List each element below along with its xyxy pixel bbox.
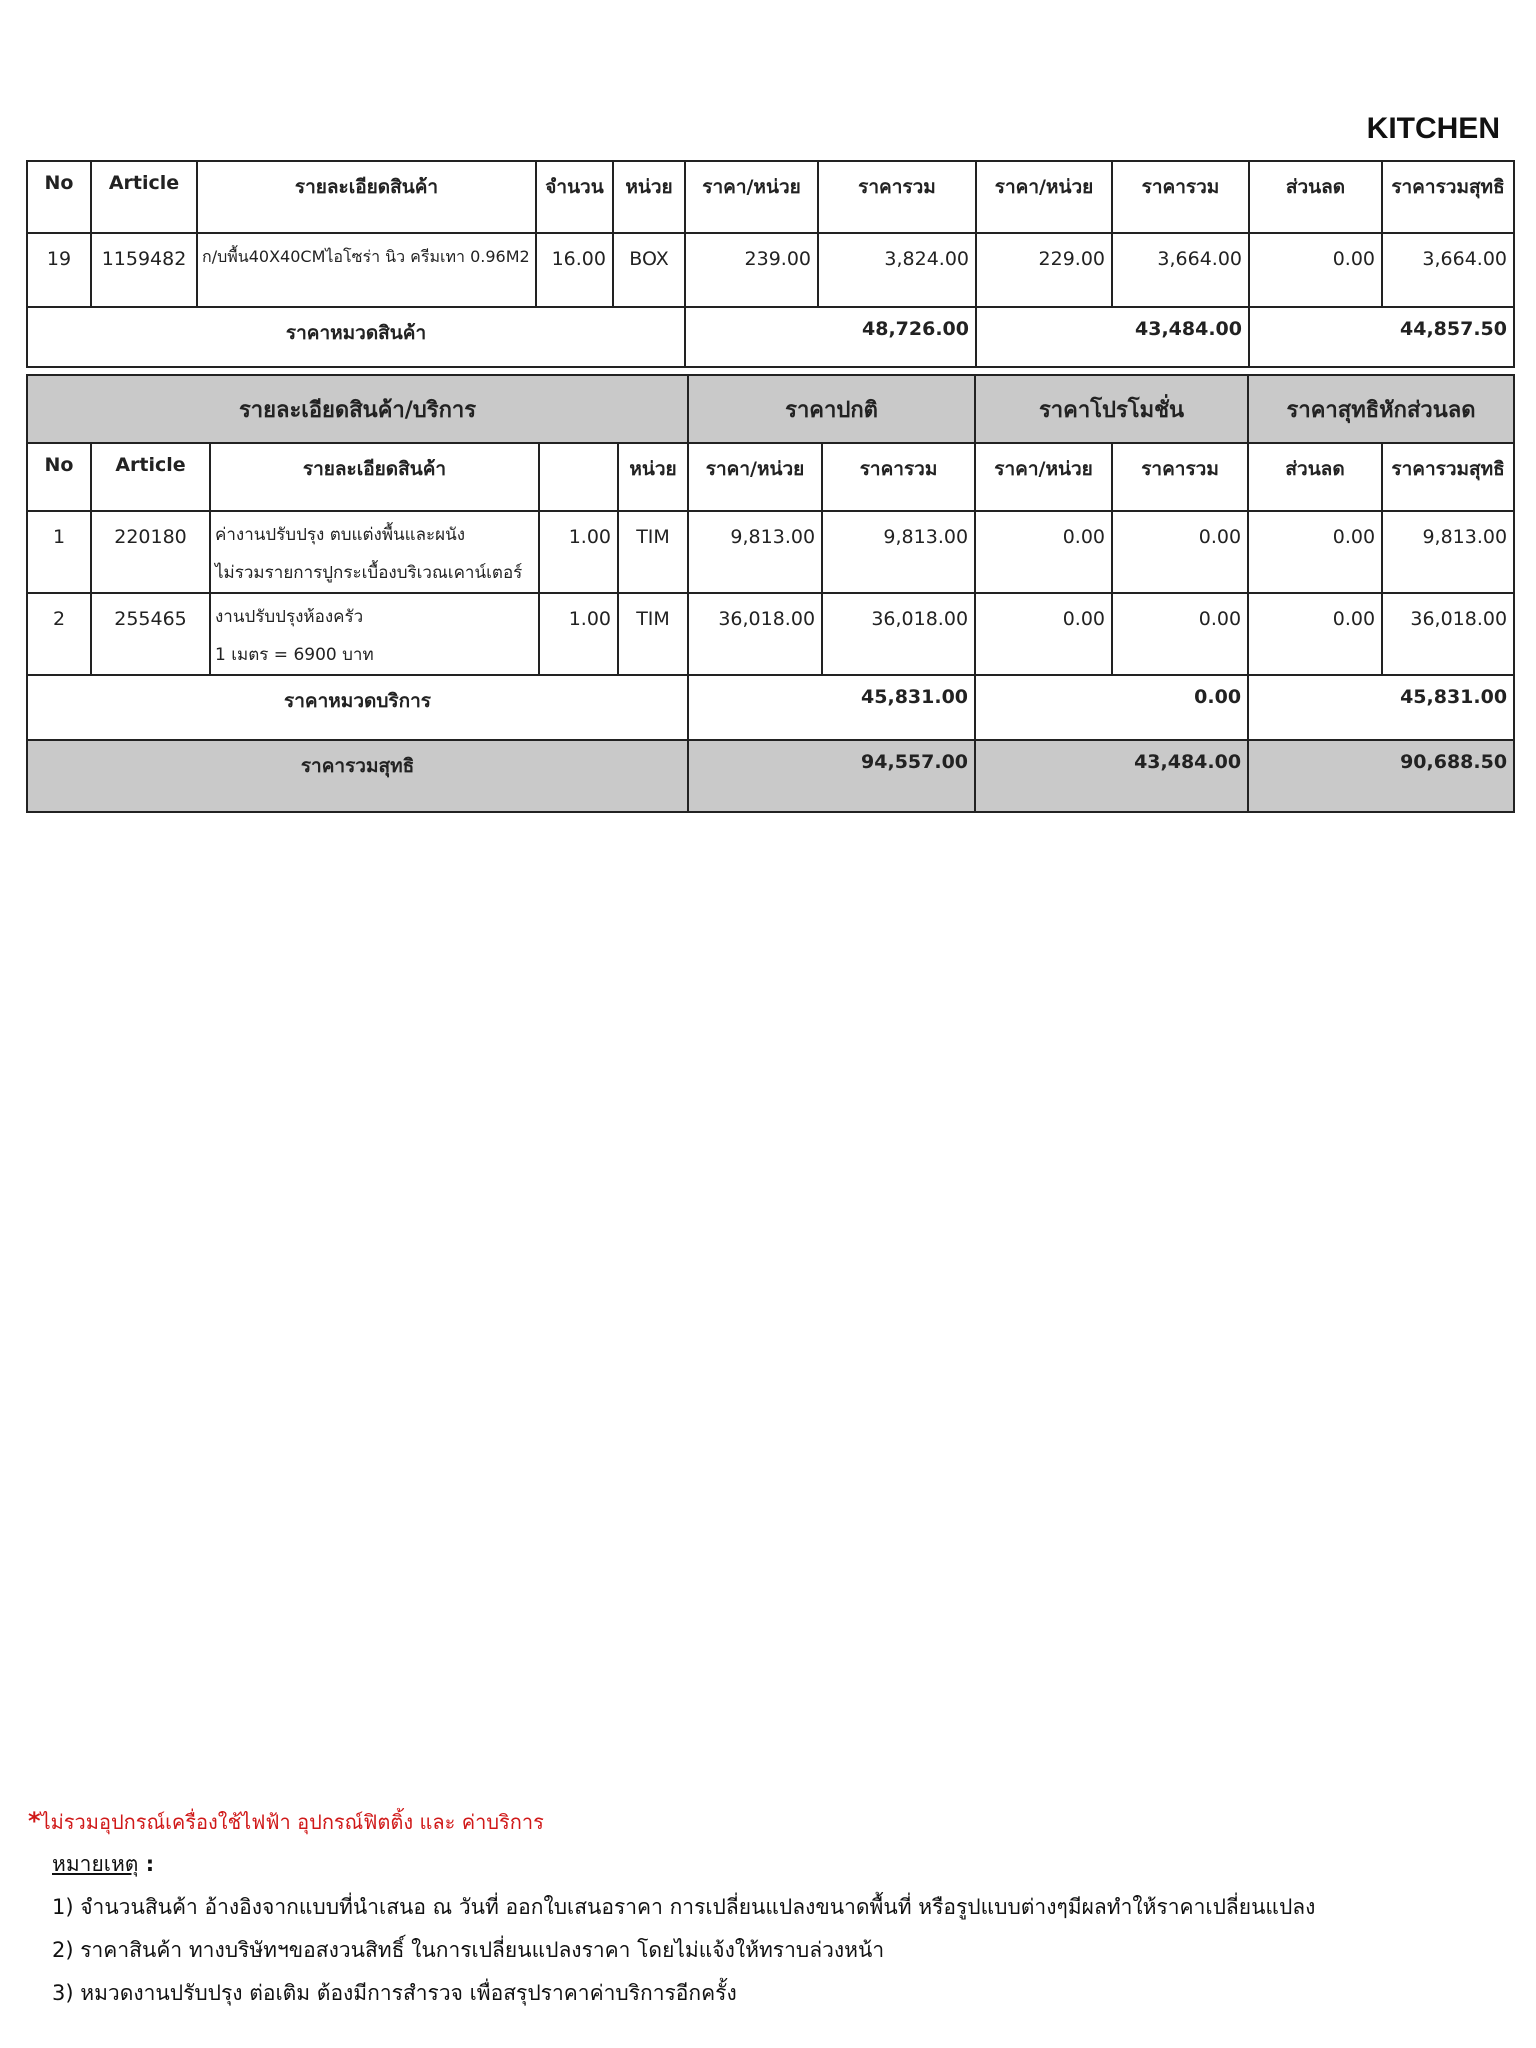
row-promo-unit-price: 0.00 (975, 593, 1112, 675)
row-unit-price: 36,018.00 (688, 593, 822, 675)
notes-heading-colon: : (138, 1852, 155, 1876)
table-row (27, 593, 1514, 675)
col-header-net-total: ราคารวมสุทธิ (1382, 443, 1514, 511)
grand-total-normal: 94,557.00 (688, 740, 975, 812)
col-header-net-total: ราคารวมสุทธิ (1382, 161, 1514, 233)
service-table (26, 374, 1515, 813)
col-header-promo-unit-price: ราคา/หน่วย (975, 443, 1112, 511)
col-header-promo-total: ราคารวม (1112, 161, 1249, 233)
col-header-total: ราคารวม (822, 443, 975, 511)
col-header-no: No (27, 443, 91, 511)
row-total: 9,813.00 (822, 511, 975, 593)
col-header-promo-unit-price: ราคา/หน่วย (976, 161, 1112, 233)
grand-total-net: 90,688.50 (1248, 740, 1514, 812)
col-header-promo-total: ราคารวม (1112, 443, 1248, 511)
table-row (27, 233, 1514, 307)
asterisk-mark: * (28, 1807, 41, 1835)
row-promo-total: 0.00 (1112, 511, 1248, 593)
row-unit: TIM (618, 593, 688, 675)
row-promo-total: 3,664.00 (1112, 233, 1249, 307)
row-article: 1159482 (91, 233, 197, 307)
note-line-3: 3) หมวดงานปรับปรุง ต่อเติม ต้องมีการสำรวจ เพื่อสรุปราคาค่าบริการอีกครั้ง (52, 1981, 737, 2005)
service-group-header-row (27, 375, 1514, 443)
group-header-normal-price: ราคาปกติ (688, 375, 975, 443)
row-no: 19 (27, 233, 91, 307)
grand-total-promo: 43,484.00 (975, 740, 1248, 812)
row-promo-unit-price: 0.00 (975, 511, 1112, 593)
row-promo-unit-price: 229.00 (976, 233, 1112, 307)
product-subtotal-label: ราคาหมวดสินค้า (27, 307, 685, 367)
row-description-line-1: งานปรับปรุงห้องครัว (215, 607, 364, 627)
service-subtotal-row (27, 675, 1514, 740)
row-description (210, 511, 539, 593)
col-header-description: รายละเอียดสินค้า (197, 161, 536, 233)
disclaimer-text: ไม่รวมอุปกรณ์เครื่องใช้ไฟฟ้า อุปกรณ์ฟิตติ้ง และ ค่าบริการ (40, 1810, 544, 1834)
row-no: 2 (27, 593, 91, 675)
grand-total-label: ราคารวมสุทธิ (27, 740, 688, 812)
service-subtotal-label: ราคาหมวดบริการ (27, 675, 688, 740)
service-subtotal-net: 45,831.00 (1248, 675, 1514, 740)
row-discount: 0.00 (1248, 511, 1382, 593)
row-article: 255465 (91, 593, 210, 675)
notes-heading (52, 1848, 154, 1881)
col-header-discount: ส่วนลด (1248, 443, 1382, 511)
product-subtotal-promo: 43,484.00 (976, 307, 1249, 367)
col-header-unit: หน่วย (618, 443, 688, 511)
row-net-total: 9,813.00 (1382, 511, 1514, 593)
row-discount: 0.00 (1248, 593, 1382, 675)
product-subtotal-row (27, 307, 1514, 367)
row-unit: TIM (618, 511, 688, 593)
row-no: 1 (27, 511, 91, 593)
product-header-row (27, 161, 1514, 233)
group-header-promo-price: ราคาโปรโมชั่น (975, 375, 1248, 443)
row-description: ก/บพื้น40X40CMไอโซร่า นิว ครีมเทา 0.96M2 (197, 233, 536, 307)
row-description-line-2: ไม่รวมรายการปูกระเบื้องบริเวณเคาน์เตอร์ (215, 563, 523, 583)
row-total: 36,018.00 (822, 593, 975, 675)
row-unit: BOX (613, 233, 685, 307)
col-header-discount: ส่วนลด (1249, 161, 1382, 233)
row-article: 220180 (91, 511, 210, 593)
row-net-total: 36,018.00 (1382, 593, 1514, 675)
row-unit-price: 239.00 (685, 233, 818, 307)
note-line-2: 2) ราคาสินค้า ทางบริษัทฯขอสงวนสิทธิ์ ในการเปลี่ยนแปลงราคา โดยไม่แจ้งให้ทราบล่วงหน้า (52, 1938, 885, 1962)
row-quantity: 1.00 (539, 511, 618, 593)
product-subtotal-net: 44,857.50 (1249, 307, 1514, 367)
product-table (26, 160, 1515, 368)
row-unit-price: 9,813.00 (688, 511, 822, 593)
col-header-article: Article (91, 161, 197, 233)
service-header-row (27, 443, 1514, 511)
col-header-no: No (27, 161, 91, 233)
page-title: KITCHEN (1366, 112, 1500, 145)
product-subtotal-normal: 48,726.00 (685, 307, 976, 367)
row-description-line-2: 1 เมตร = 6900 บาท (215, 645, 374, 665)
notes-heading-text: หมายเหตุ (52, 1852, 139, 1876)
col-header-unit-price: ราคา/หน่วย (685, 161, 818, 233)
col-header-unit-price: ราคา/หน่วย (688, 443, 822, 511)
col-header-unit: หน่วย (613, 161, 685, 233)
service-subtotal-promo: 0.00 (975, 675, 1248, 740)
row-promo-total: 0.00 (1112, 593, 1248, 675)
row-quantity: 16.00 (536, 233, 613, 307)
col-header-description: รายละเอียดสินค้า (210, 443, 539, 511)
col-header-quantity: จำนวน (536, 161, 613, 233)
row-quantity: 1.00 (539, 593, 618, 675)
grand-total-row (27, 740, 1514, 812)
row-description-line-1: ค่างานปรับปรุง ตบแต่งพื้นและผนัง (215, 525, 466, 545)
note-line-1: 1) จำนวนสินค้า อ้างอิงจากแบบที่นำเสนอ ณ วันที่ ออกใบเสนอราคา การเปลี่ยนแปลงขนาดพื้นที่ หรือรูปแบบต่างๆมีผลทำให้ราคาเปลี่ยนแปลง (52, 1895, 1316, 1919)
service-subtotal-normal: 45,831.00 (688, 675, 975, 740)
row-net-total: 3,664.00 (1382, 233, 1514, 307)
row-description (210, 593, 539, 675)
row-total: 3,824.00 (818, 233, 976, 307)
table-row (27, 511, 1514, 593)
row-discount: 0.00 (1249, 233, 1382, 307)
col-header-total: ราคารวม (818, 161, 976, 233)
disclaimer-note (28, 1806, 544, 1838)
group-header-net-price: ราคาสุทธิหักส่วนลด (1248, 375, 1514, 443)
group-header-details: รายละเอียดสินค้า/บริการ (27, 375, 688, 443)
col-header-blank (539, 443, 618, 511)
col-header-article: Article (91, 443, 210, 511)
